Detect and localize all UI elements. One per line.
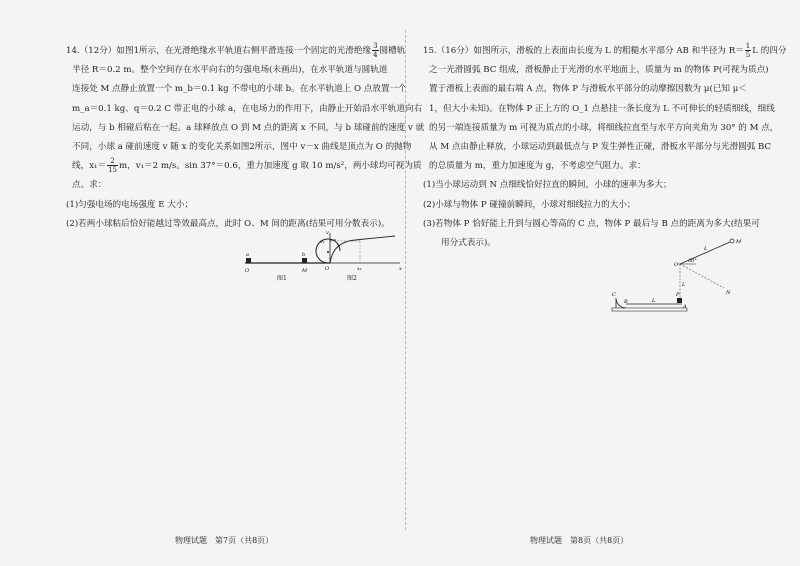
figure-2-graph — [320, 228, 405, 278]
q14-sub-2: (2)若两小球粘后恰好能越过等效最高点，此时 O、M 间的距离(结果可用分数表示)。 — [66, 218, 390, 229]
label-M: M — [302, 268, 308, 274]
string-to-N — [680, 264, 724, 288]
q15-sub-1: (1)当小球运动到 N 点细线恰好拉直的瞬间，小球的速率为多大； — [423, 180, 672, 191]
figure-q15-diagram — [612, 236, 752, 316]
frac-den: 5 — [745, 51, 751, 59]
label-30deg: 30° — [688, 258, 697, 264]
q14-sub-1: (1)匀强电场的电场强度 E 大小； — [66, 199, 194, 210]
q14-line-1 — [66, 42, 406, 61]
label-b: b — [302, 252, 306, 258]
label-C: C — [612, 292, 616, 298]
figure-2 — [320, 228, 405, 288]
q15-line-3: 置于滑板上表面的最右端 A 点，物体 P 与滑板水平部分的动摩擦因数为 μ(已知 μ＜ — [429, 84, 747, 95]
label-N: N — [726, 290, 731, 296]
label-L-bottom: L — [652, 298, 656, 304]
q14-line-4: m_a＝0.1 kg、q＝0.2 C 带正电的小球 a，在电场力的作用下，由静止开始沿水平轨道向右 — [72, 103, 423, 114]
q15-sub-3-cont: 用分式表示)。 — [441, 238, 496, 249]
label-x: x — [399, 266, 402, 272]
block-P — [677, 298, 682, 303]
figure-1-caption: 图1 — [277, 275, 287, 282]
label-O: O — [245, 268, 250, 274]
q15-sub-3: (3)若物体 P 恰好能上升到与圆心等高的 C 点，物体 P 最后与 B 点的距离为多大(结果可 — [423, 218, 760, 229]
ground — [612, 308, 687, 311]
q14-text-7a: 线，x₁＝ — [72, 161, 107, 172]
question-15 — [423, 42, 787, 253]
q15-line-6: 从 M 点由静止释放，小球运动到最低点与 P 发生弹性正碰，滑板水平部分与光滑圆弧 BC — [429, 142, 772, 153]
label-B: B — [624, 299, 628, 305]
v-x-curve — [330, 236, 395, 263]
q15-line-4: 1，但大小未知)。在物体 P 正上方的 O_1 点悬挂一条长度为 L 不可伸长的轻质细线，细线 — [429, 103, 775, 114]
q14-line-8: 点。求： — [72, 180, 107, 191]
frac-num: 2 — [107, 157, 118, 166]
label-v1: v₁ — [320, 239, 325, 245]
x1-fraction — [107, 157, 118, 174]
one-fifth-fraction — [745, 42, 751, 59]
frac-den: 15 — [108, 166, 117, 175]
q15-line-2: 之一光滑圆弧 BC 组成，滑板静止于光滑的水平地面上，质量为 m 的物体 P(可视为质点) — [429, 65, 769, 76]
question-14 — [66, 42, 425, 234]
label-M: M — [736, 239, 742, 245]
q14-text-1: 14.（12分）如图1所示，在光滑绝缘水平轨道右侧平滑连接一个固定的光滑绝缘 — [66, 46, 372, 56]
label-origin: O — [325, 266, 330, 272]
ball-a — [246, 258, 251, 263]
figure-q15 — [612, 236, 752, 316]
q14-line-2: 半径 R＝0.2 m。整个空间存在水平向右的匀强电场(未画出)，在水平轨道与圆轨道 — [72, 65, 388, 76]
q15-line-7: 的总质量为 m，重力加速度为 g，不考虑空气阻力。求： — [429, 161, 646, 172]
label-L-vertical: L — [682, 282, 686, 288]
label-L-top: L — [704, 246, 708, 252]
label-P: P — [676, 292, 680, 298]
label-v: v — [326, 230, 329, 236]
frac-den: 4 — [373, 51, 378, 59]
q14-line-5: 运动，与 b 相碰后粘在一起。a 球释放点 O 到 M 点的距离 x 不同，与 b 球碰前的速度 v 就 — [72, 122, 425, 133]
q14-suffix: 圆槽轨 — [379, 46, 406, 56]
q15-line-1 — [423, 42, 787, 61]
label-x1: x₁ — [357, 266, 362, 272]
frac-num: 3 — [373, 42, 378, 50]
q14-text-7b: m，v₁＝2 m/s。sin 37°＝0.6，重力加速度 g 取 10 m/s²，两小球均可视为质 — [119, 161, 422, 172]
footer-page-7: 物理试题 第7页（共8页） — [175, 536, 274, 545]
q15-text-1a: 15.（16分）如图所示，滑板的上表面由长度为 L 的粗糙水平部分 AB 和半径为 R＝ — [423, 46, 744, 56]
q14-line-7 — [66, 157, 422, 176]
q15-text-1b: L 的四分 — [752, 46, 787, 56]
three-quarters-fraction — [372, 42, 378, 59]
ball-b — [302, 258, 307, 263]
label-A: A — [683, 304, 687, 310]
q14-line-6: 不同，小球 a 碰前速度 v 随 x 的变化关系如图2所示，图中 v－x 曲线是顶点为 O 的抛物 — [72, 142, 412, 153]
q15-sub-2: (2)小球与物体 P 碰撞前瞬间，小球对细线拉力的大小； — [423, 199, 636, 210]
frac-num: 1 — [745, 42, 751, 50]
footer-page-8: 物理试题 第8页（共8页） — [530, 536, 629, 545]
label-O: O — [674, 262, 679, 268]
ball-at-M — [730, 239, 734, 243]
label-a: a — [246, 252, 249, 258]
q15-line-5: 的另一端连接质量为 m 可视为质点的小球，将细线拉直至与水平方向夹角为 30° 的 M 点， — [429, 122, 779, 133]
q14-line-3: 连接处 M 点静止放置一个 m_b＝0.1 kg 不带电的小球 b。在水平轨道上 O 点放置一个 — [72, 84, 407, 95]
figure-2-caption: 图2 — [347, 275, 357, 282]
